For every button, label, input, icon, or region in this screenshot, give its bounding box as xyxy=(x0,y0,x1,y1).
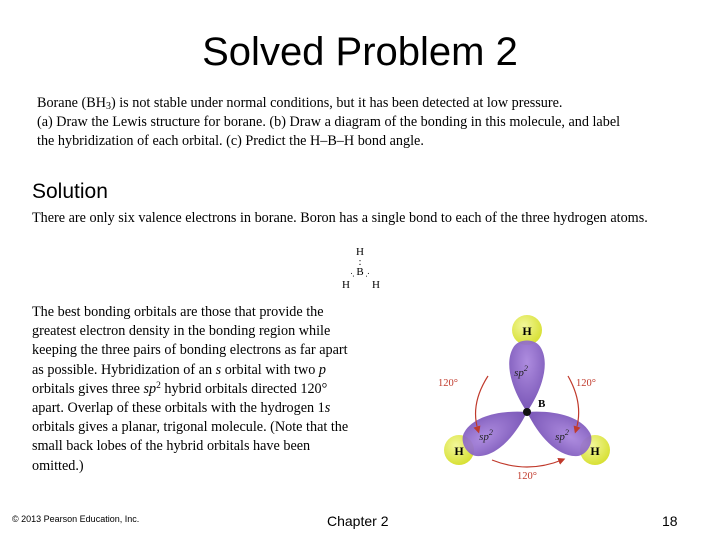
lewis-pair-top: : xyxy=(358,257,362,268)
lewis-pair-right: : xyxy=(364,269,372,279)
label-sp2-top: $sp^2$ xyxy=(514,364,528,379)
label-h-top: H xyxy=(522,324,532,338)
explanation-text: The best bonding orbitals are those that provide the greatest electron density in the bonding region while keeping the three pairs of bonding electrons as far apart as possible. Hybridization of an s orbital with two p orbitals gives three $sp^2$ hybrid orbitals directed 120° apart. Overlap of these orbitals with the hydrogen 1s orbitals gives a planar, trigonal molecule. (Note that the small back lobes of the hybrid orbitals have been omitted.) xyxy=(32,304,349,474)
slide-title: Solved Problem 2 xyxy=(202,30,518,74)
lewis-h-left: H xyxy=(342,279,350,291)
solution-heading: Solution xyxy=(32,180,108,203)
label-angle-bottom: 120° xyxy=(517,471,537,482)
lewis-h-top: H xyxy=(356,246,364,258)
footer-chapter: Chapter 2 xyxy=(327,513,389,529)
sp2-orbital-diagram xyxy=(426,312,622,482)
lewis-h-right: H xyxy=(372,279,380,291)
problem-line-3: the hybridization of each orbital. (c) Predict the H–B–H bond angle. xyxy=(37,133,424,149)
label-h-right: H xyxy=(590,444,600,458)
label-sp2-left: $sp^2$ xyxy=(479,428,493,443)
footer-page-number: 18 xyxy=(662,513,678,529)
boron-nucleus xyxy=(523,408,531,416)
label-angle-right: 120° xyxy=(576,378,596,389)
lewis-structure xyxy=(336,244,386,292)
lewis-b: B xyxy=(356,266,364,278)
label-boron: B xyxy=(538,398,546,410)
lewis-pair-left: : xyxy=(348,269,356,279)
footer-copyright: © 2013 Pearson Education, Inc. xyxy=(12,514,140,524)
problem-line-2: (a) Draw the Lewis structure for borane. (b) Draw a diagram of the bonding in this molecule, and label xyxy=(37,114,621,130)
label-h-left: H xyxy=(454,444,464,458)
problem-line-1: Borane $(BH_3)$ is not stable under normal conditions, but it has been detected at low pressure. xyxy=(37,95,563,112)
angle-arrow-bottom xyxy=(492,460,562,467)
label-sp2-right: $sp^2$ xyxy=(555,428,569,443)
label-angle-left: 120° xyxy=(438,378,458,389)
problem-statement xyxy=(37,94,707,151)
solution-text: There are only six valence electrons in borane. Boron has a single bond to each of the three hydrogen atoms. xyxy=(32,210,648,226)
